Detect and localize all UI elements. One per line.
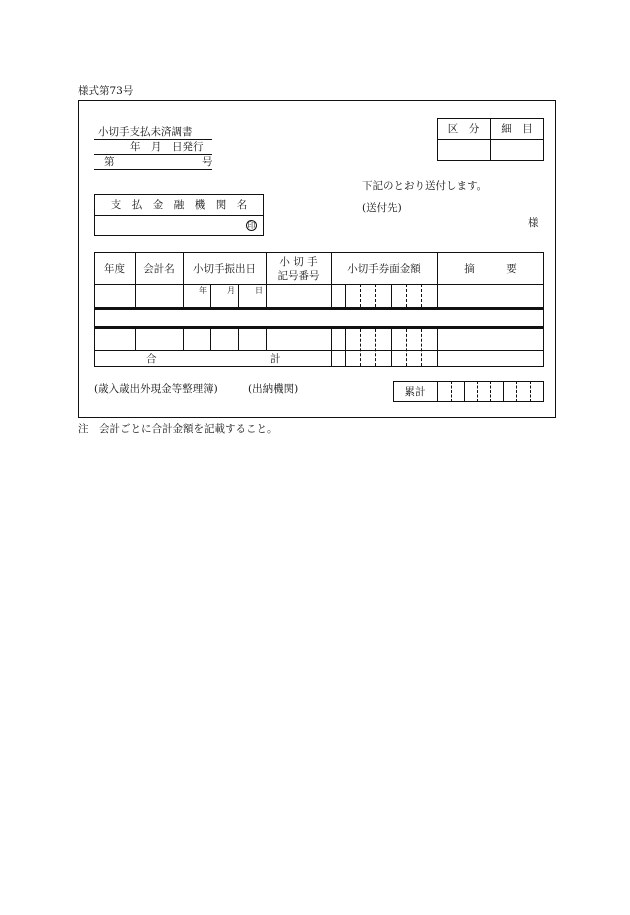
ruikei-label: 累計 — [404, 386, 426, 398]
col-line — [210, 329, 211, 350]
date-sub-year: 年 — [199, 286, 207, 295]
table-break-top — [94, 307, 544, 310]
number-underline — [94, 169, 212, 170]
ruikei-dash — [516, 381, 517, 402]
header-furidashi: 小切手振出日 — [193, 262, 256, 275]
footer-book: (歳入歳出外現金等整理簿) — [94, 383, 218, 395]
header-kingaku: 小切手券面金額 — [347, 262, 421, 275]
header-kaikei: 会計名 — [143, 262, 175, 275]
issue-underline — [94, 154, 212, 155]
digit-dash — [360, 329, 361, 366]
ruikei-dash — [451, 381, 452, 402]
number-suffix: 号 — [202, 156, 213, 168]
digit-dash — [406, 329, 407, 366]
category-saimoku-label: 細 目 — [501, 123, 533, 135]
col-line — [437, 329, 438, 366]
ruikei-dash — [477, 381, 478, 402]
form-number: 様式第73号 — [78, 85, 134, 97]
header-kigo-line2: 記号番号 — [277, 269, 320, 282]
number-prefix: 第 — [104, 156, 115, 168]
footnote: 注 会計ごとに合計金額を記載すること。 — [78, 423, 278, 435]
digit-dash — [375, 329, 376, 366]
header-kigo-line1: 小 切 手 — [279, 255, 318, 268]
ruikei-col — [503, 381, 504, 402]
issue-date-line: 年 月 日発行 — [130, 141, 204, 153]
date-sub-month: 月 — [227, 286, 235, 295]
honorific-sama: 様 — [528, 217, 539, 229]
total-label-left: 合 — [146, 353, 157, 365]
ruikei-col — [437, 381, 438, 402]
footer-office: (出納機関) — [248, 383, 299, 395]
table-hline — [94, 284, 544, 285]
header-nendo: 年度 — [104, 262, 125, 275]
notice-text: 下記のとおり送付します。 — [362, 180, 488, 192]
col-line — [183, 329, 184, 350]
seal-mark: 印 — [247, 221, 256, 230]
digit-dash — [421, 329, 422, 366]
ruikei-dash — [490, 381, 491, 402]
table-break-bottom — [94, 326, 544, 329]
digit-dash — [406, 284, 407, 307]
bank-label: 支 払 金 融 機 関 名 — [110, 199, 248, 211]
header-tekiyo: 摘 要 — [464, 262, 517, 275]
col-line — [391, 329, 392, 366]
digit-dash — [375, 284, 376, 307]
ruikei-col — [464, 381, 465, 402]
date-sub-day: 日 — [255, 286, 263, 295]
ruikei-dash — [530, 381, 531, 402]
col-line — [238, 329, 239, 350]
category-kubun-label: 区 分 — [447, 123, 480, 135]
col-line — [135, 329, 136, 350]
bank-divider — [94, 215, 264, 216]
table-bottom — [94, 366, 544, 367]
col-line — [345, 284, 346, 307]
form-title: 小切手支払未済調書 — [98, 126, 193, 138]
col-line — [391, 284, 392, 307]
digit-dash — [360, 284, 361, 307]
total-label-right: 計 — [270, 353, 281, 365]
col-line — [345, 329, 346, 366]
title-underline — [94, 139, 212, 140]
recipient-label: (送付先) — [362, 202, 402, 214]
col-line — [266, 329, 267, 350]
col-line — [331, 329, 332, 366]
table-hline — [94, 350, 544, 351]
digit-dash — [421, 284, 422, 307]
